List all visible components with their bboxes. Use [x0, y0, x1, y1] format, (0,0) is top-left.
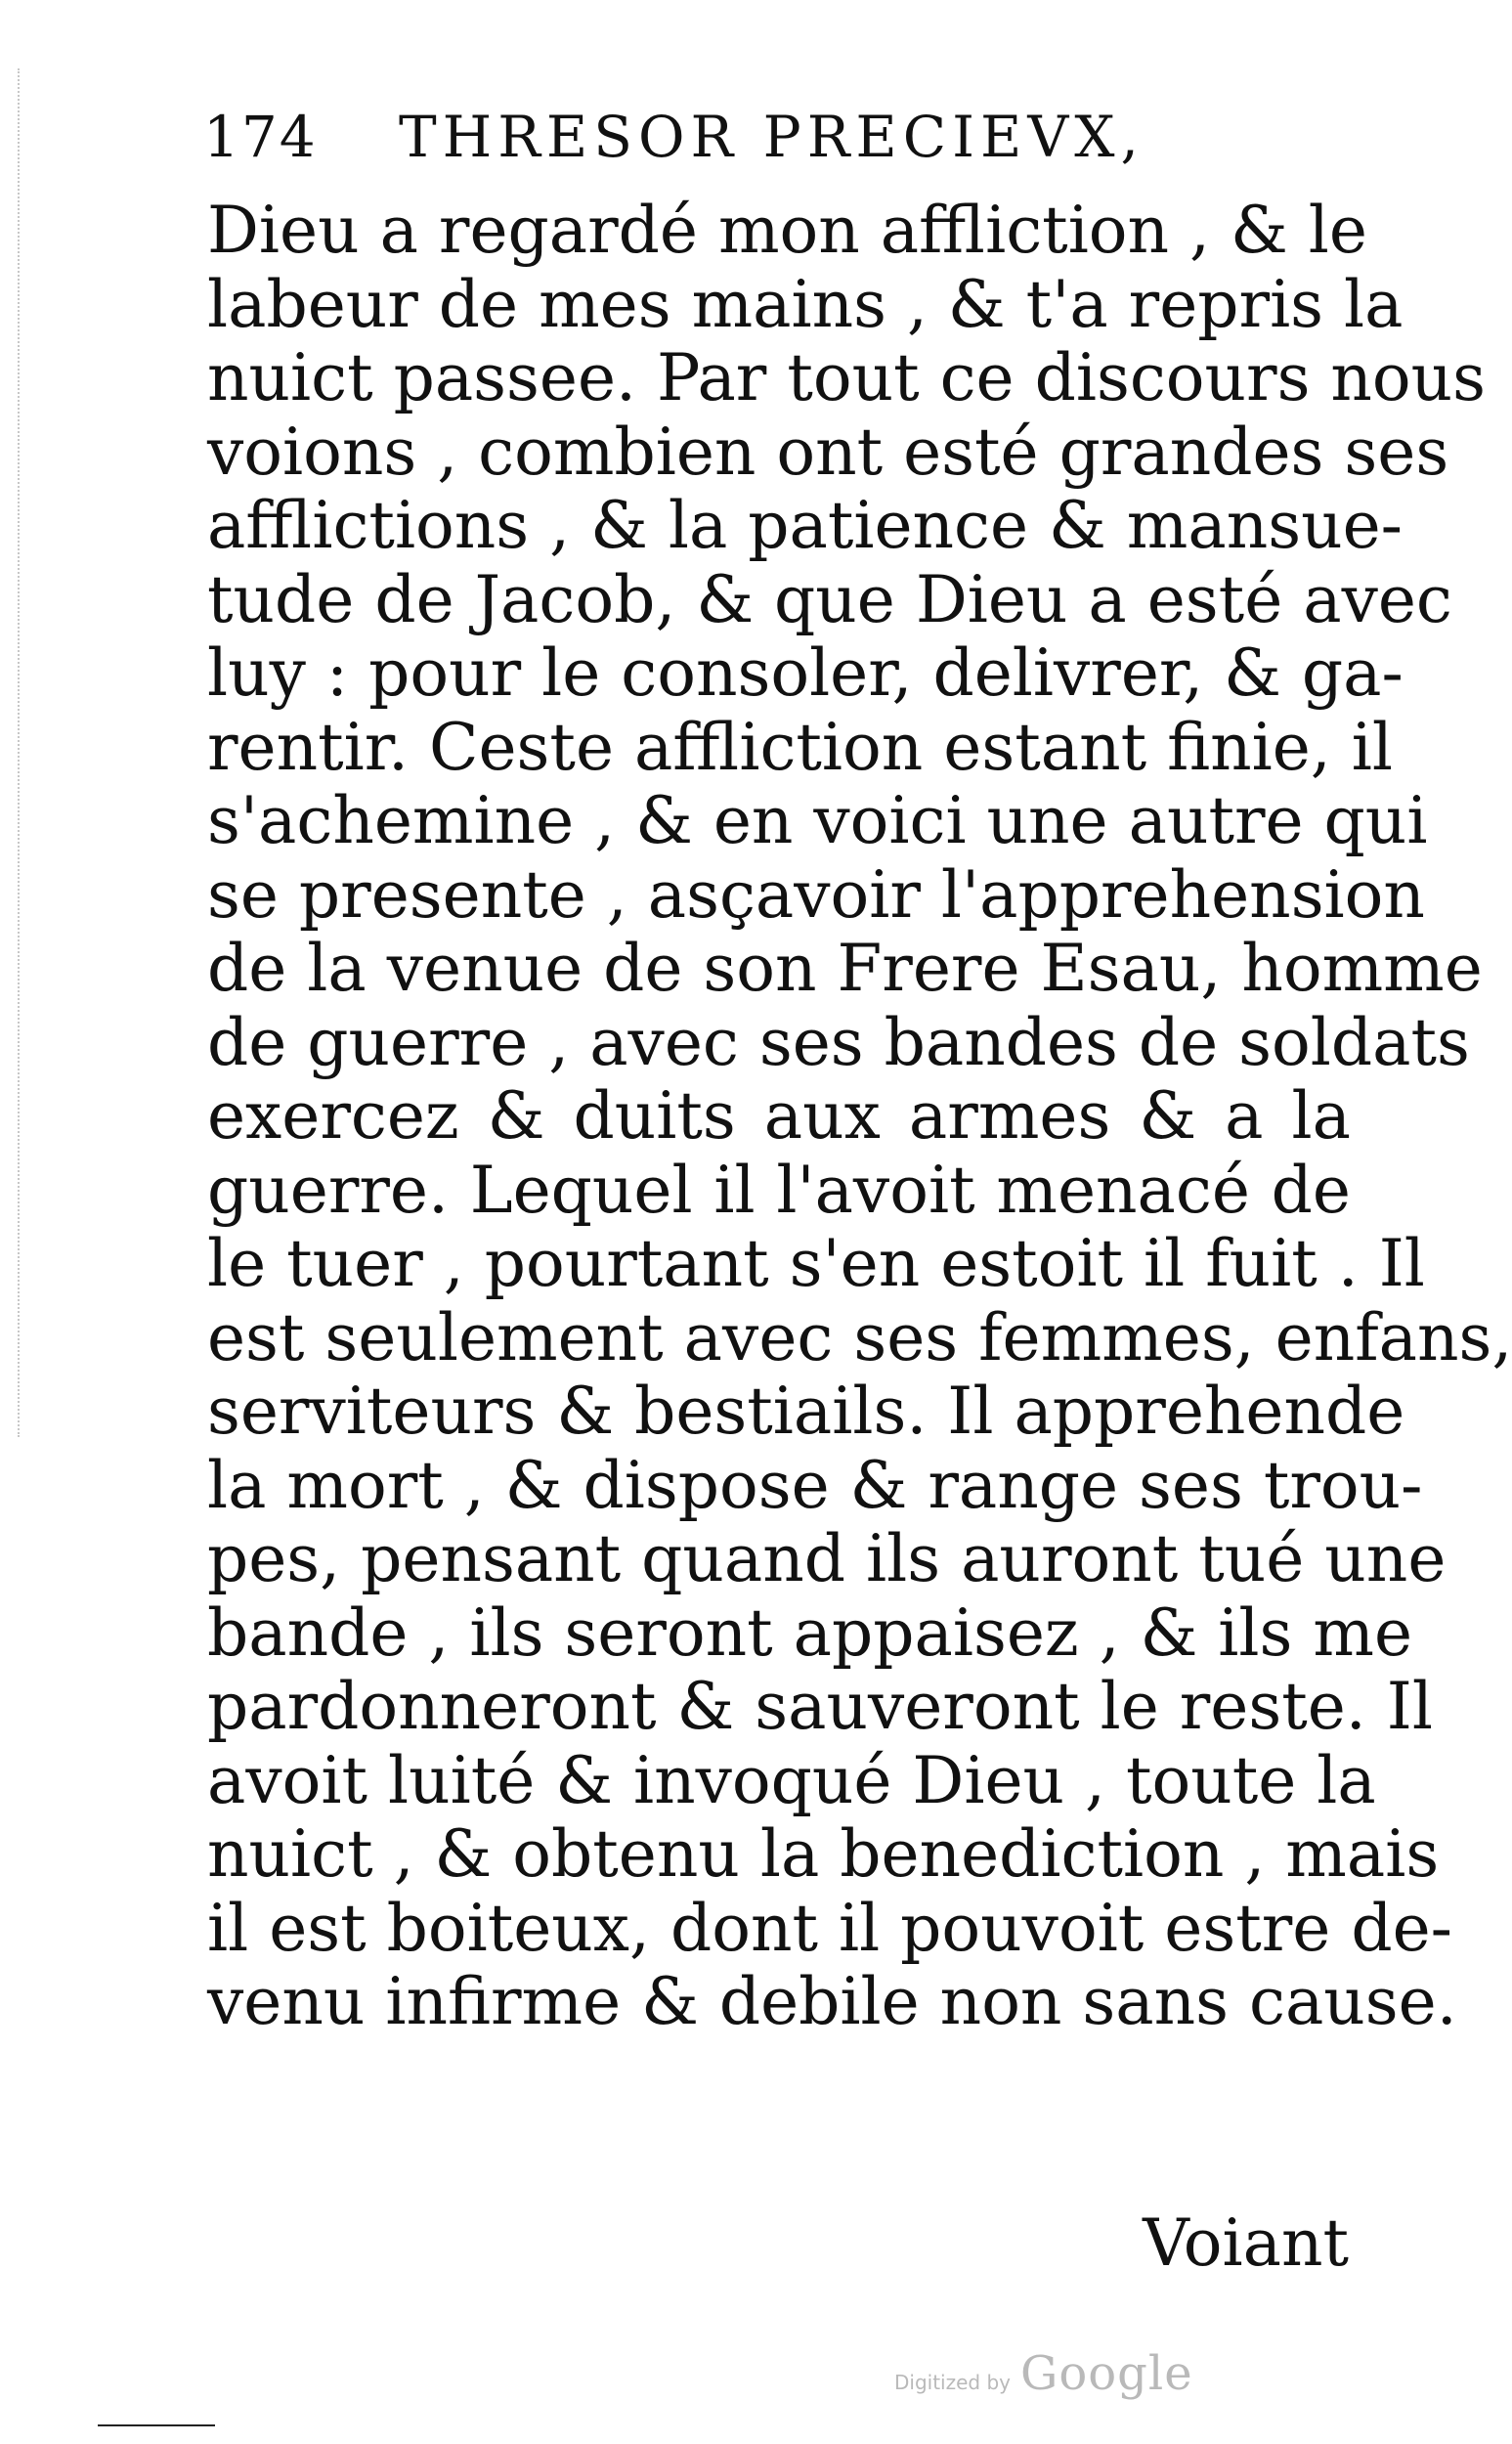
text-line: guerre. Lequel il l'avoit menacé de	[207, 1152, 1351, 1228]
text-line: s'achemine , & en voici une autre qui	[207, 783, 1428, 858]
text-line: de guerre , avec ses bandes de soldats	[207, 1004, 1470, 1080]
text-line: bande , ils seront appaisez , & ils me	[207, 1594, 1413, 1671]
text-line: labeur de mes mains , & t'a repris la	[207, 266, 1404, 342]
text-line: nuict passee. Par tout ce discours nous	[207, 340, 1487, 415]
text-line: le tuer , pourtant s'en estoit il fuit . Il	[207, 1226, 1425, 1301]
text-line: la mort , & dispose & range ses trou-	[207, 1447, 1423, 1523]
text-line: avoit luité & invoqué Dieu , toute la	[207, 1742, 1376, 1818]
text-line: rentir. Ceste affliction estant finie, il	[207, 709, 1393, 785]
catchword: Voiant	[1143, 2205, 1349, 2281]
text-line: voions , combien ont esté grandes ses	[207, 414, 1449, 490]
text-line: de la venue de son Frere Esau, homme	[207, 931, 1483, 1006]
text-line: se presente , asçavoir l'apprehension	[207, 856, 1425, 933]
running-title: THRESOR PRECIEVX,	[399, 104, 1145, 170]
bottom-rule	[98, 2424, 215, 2426]
text-line: pes, pensant quand ils auront tué une	[207, 1521, 1447, 1596]
text-line: il est boiteux, dont il pouvoit estre de-	[207, 1890, 1452, 1966]
text-line: tude de Jacob, & que Dieu a esté avec	[207, 561, 1452, 637]
digitized-watermark	[894, 2346, 1207, 2405]
text-line: luy : pour le consoler, delivrer, & ga-	[207, 635, 1404, 711]
body-text	[207, 193, 1512, 2039]
watermark-prefix: Digitized by	[894, 2371, 1011, 2394]
text-line: pardonneront & sauveront le reste. Il	[207, 1669, 1433, 1744]
scan-edge-marks	[18, 68, 25, 1437]
text-line: Dieu a regardé mon affliction , & le	[207, 193, 1367, 268]
text-line: nuict , & obtenu la benediction , mais	[207, 1816, 1440, 1892]
watermark-brand: Google	[1020, 2346, 1193, 2401]
page-number: 174	[203, 104, 318, 170]
text-line: serviteurs & bestiails. Il apprehende	[207, 1374, 1405, 1449]
text-line: venu infirme & debile non sans cause.	[207, 1964, 1457, 2039]
running-head	[203, 98, 1259, 176]
text-line: exercez & duits aux armes & a la	[207, 1078, 1351, 1154]
text-line: afflictions , & la patience & mansue-	[207, 488, 1403, 563]
text-line: est seulement avec ses femmes, enfans,	[207, 1299, 1512, 1375]
